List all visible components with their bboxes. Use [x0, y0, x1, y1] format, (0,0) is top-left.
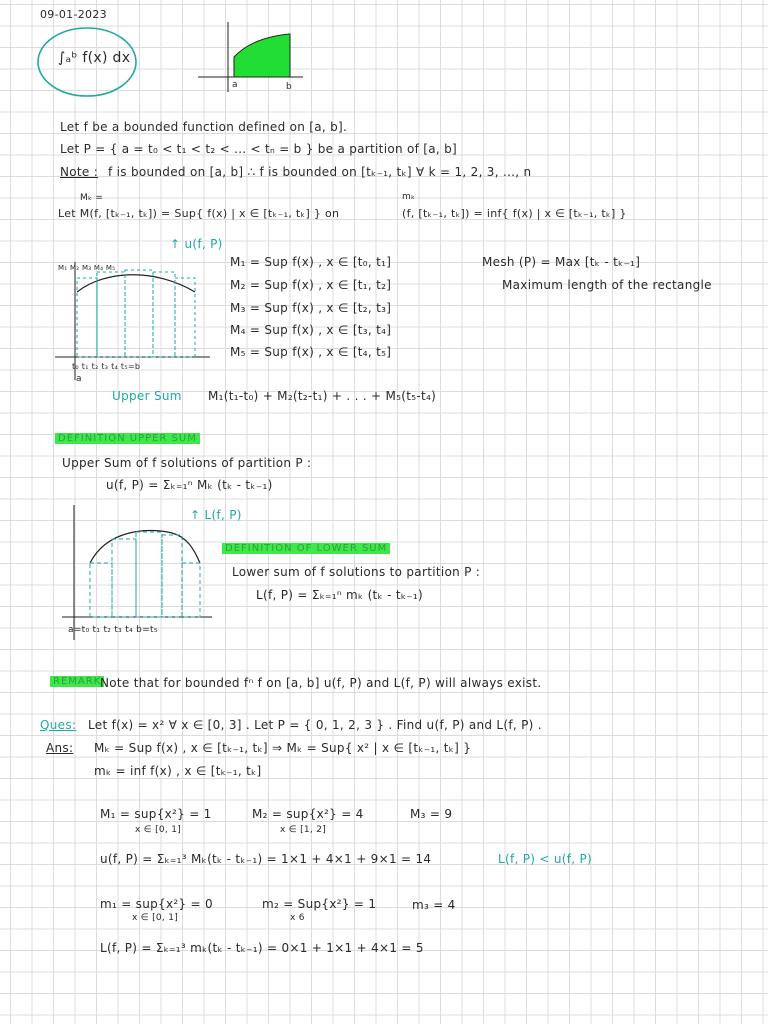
- lower-graph-ticks: a=t₀ t₁ t₂ t₃ t₄ b=t₅: [68, 625, 158, 635]
- M5-def: M₅ = Sup f(x) , x ∈ [t₄, t₅]: [230, 345, 392, 359]
- def-upper-heading: DEFINITION UPPER SUM: [55, 433, 200, 444]
- ans-line-2: mₖ = inf f(x) , x ∈ [tₖ₋₁, tₖ]: [94, 764, 262, 778]
- graph-top-labels: M₁ M₂ M₃ M₄ M₅: [58, 264, 116, 272]
- lf-label: ↑ L(f, P): [190, 508, 242, 522]
- upper-sum-expr: M₁(t₁-t₀) + M₂(t₂-t₁) + . . . + M₅(t₅-t₄): [208, 389, 437, 403]
- inequality: L(f, P) < u(f, P): [498, 852, 592, 866]
- ans-label: Ans:: [46, 741, 74, 755]
- integral-notation: ∫ₐᵇ f(x) dx: [58, 50, 131, 66]
- m1-range: x ∈ [0, 1]: [132, 913, 179, 923]
- M2-value: M₂ = sup{x²} = 4: [252, 807, 364, 821]
- def-lower-heading: DEFINITION OF LOWER SUM: [222, 543, 390, 554]
- sketch-b: b: [286, 82, 293, 92]
- def-M: Let M(f, [tₖ₋₁, tₖ]) = Sup{ f(x) | x ∈ [tₖ₋₁, tₖ] } on: [58, 207, 340, 220]
- u-result: u(f, P) = Σₖ₌₁³ Mₖ(tₖ - tₖ₋₁) = 1×1 + 4×1 + 9×1 = 14: [100, 852, 432, 866]
- graph-ticks: t₀ t₁ t₂ t₃ t₄ t₅=b: [72, 362, 141, 371]
- def-lower-formula: L(f, P) = Σₖ₌₁ⁿ mₖ (tₖ - tₖ₋₁): [256, 588, 423, 602]
- lower-sum-graph: [62, 505, 222, 645]
- M4-def: M₄ = Sup f(x) , x ∈ [t₃, t₄]: [230, 323, 392, 337]
- graph-a: a: [76, 374, 82, 384]
- sketch-a: a: [232, 80, 238, 90]
- upper-sum-label: Upper Sum: [112, 389, 182, 403]
- M2-def: M₂ = Sup f(x) , x ∈ [t₁, t₂]: [230, 278, 392, 292]
- Mk-label: Mₖ =: [80, 193, 104, 203]
- remark-text: Note that for bounded fⁿ f on [a, b] u(f, P) and L(f, P) will always exist.: [100, 676, 542, 690]
- note-label: Note :: [60, 165, 99, 179]
- mesh: Mesh (P) = Max [tₖ - tₖ₋₁]: [482, 255, 641, 269]
- date: 09-01-2023: [40, 8, 107, 21]
- note-text: f is bounded on [a, b] ∴ f is bounded on [tₖ₋₁, tₖ] ∀ k = 1, 2, 3, ..., n: [108, 165, 532, 179]
- mk-label: mₖ: [402, 192, 416, 202]
- M3-value: M₃ = 9: [410, 807, 453, 821]
- def-m: (f, [tₖ₋₁, tₖ]) = inf{ f(x) | x ∈ [tₖ₋₁, tₖ] }: [402, 207, 627, 220]
- M2-range: x ∈ [1, 2]: [280, 825, 327, 835]
- M1-def: M₁ = Sup f(x) , x ∈ [t₀, t₁]: [230, 255, 392, 269]
- m3-value: m₃ = 4: [412, 898, 456, 912]
- def-lower-line: Lower sum of f solutions to partition P :: [232, 565, 481, 579]
- def-upper-formula: u(f, P) = Σₖ₌₁ⁿ Mₖ (tₖ - tₖ₋₁): [106, 478, 273, 492]
- m2-range: x 6: [290, 913, 305, 923]
- ques-label: Ques:: [40, 718, 77, 732]
- uf-label: ↑ u(f, P): [170, 237, 223, 251]
- ans-line-1: Mₖ = Sup f(x) , x ∈ [tₖ₋₁, tₖ] ⇒ Mₖ = Sup{ x² | x ∈ [tₖ₋₁, tₖ] }: [94, 741, 472, 755]
- remark-label: REMARK: [50, 676, 104, 687]
- m2-value: m₂ = Sup{x²} = 1: [262, 897, 377, 911]
- M3-def: M₃ = Sup f(x) , x ∈ [t₂, t₃]: [230, 301, 392, 315]
- mesh-desc: Maximum length of the rectangle: [502, 278, 712, 292]
- L-result: L(f, P) = Σₖ₌₁³ mₖ(tₖ - tₖ₋₁) = 0×1 + 1×1 + 4×1 = 5: [100, 941, 424, 955]
- m1-value: m₁ = sup{x²} = 0: [100, 897, 213, 911]
- ques-text: Let f(x) = x² ∀ x ∈ [0, 3] . Let P = { 0, 1, 2, 3 } . Find u(f, P) and L(f, P) .: [88, 718, 542, 732]
- M1-value: M₁ = sup{x²} = 1: [100, 807, 212, 821]
- def-upper-line: Upper Sum of f solutions of partition P :: [62, 456, 312, 470]
- M1-range: x ∈ [0, 1]: [135, 825, 182, 835]
- intro-line-1: Let f be a bounded function defined on [a, b].: [60, 120, 348, 134]
- intro-line-2: Let P = { a = t₀ < t₁ < t₂ < ... < tₙ = b } be a partition of [a, b]: [60, 142, 458, 156]
